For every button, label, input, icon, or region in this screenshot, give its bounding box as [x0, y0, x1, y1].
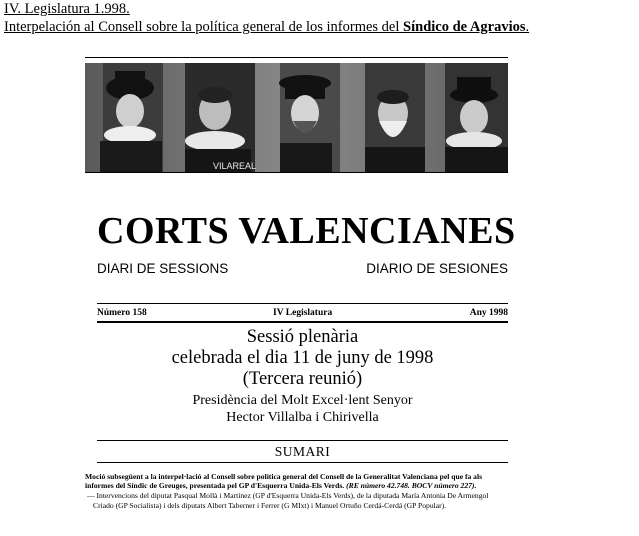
session-president: Hector Villalba i Chirivella [226, 410, 379, 425]
portrait-figure-4 [365, 63, 425, 172]
summary-rule-bottom [97, 462, 508, 463]
summary-interventions: — Intervencions del diputat Pasqual Mollà i Martínez (GP d'Esquerra Unida-Els Verds), de la diputada María Antonia De Armengol Criado (GP Socialista) i dels diputats Albert Taberner i Ferrer (G MIxt) i Manuel Ortuño Cerdá-Cerdá (GP Popular). [87, 491, 489, 510]
portrait-figure-3 [279, 63, 340, 172]
issue-legislature: IV Legislatura [273, 308, 333, 318]
session-block [97, 327, 508, 426]
masthead-subtitle-right: DIARIO DE SESIONES [366, 261, 508, 276]
portrait-banner [85, 63, 508, 172]
top-rule [85, 57, 508, 58]
session-presidency: Presidència del Molt Excel·lent Senyor [192, 393, 413, 408]
meta-rule-top [97, 303, 508, 304]
portrait-figure-1 [100, 63, 163, 172]
masthead-title: CORTS VALENCIANES [97, 210, 516, 252]
portrait-figure-5 [445, 63, 508, 172]
summary-motion: Moció subsegüent a la interpel·lació al Consell sobre política general del Consell de la Generalitat Valenciana pel que fa als informes del Síndic de Greuges, presentada pel GP d'Esquerra Unida-Els Verds. (RE número 42.748. BOCV número 227). [85, 472, 483, 491]
masthead-subtitle-left: DIARI DE SESSIONS [97, 261, 229, 276]
header-bold-term: Síndico de Agravios [403, 19, 526, 35]
issue-number: Número 158 [97, 308, 147, 318]
banner-rule [85, 172, 508, 173]
session-title: Sessió plenària [246, 327, 359, 347]
summary-rule-top [97, 440, 508, 441]
meta-rule-bottom [97, 321, 508, 323]
issue-year: Any 1998 [469, 308, 508, 318]
session-date: celebrada el dia 11 de juny de 1998 [171, 348, 434, 368]
banner-caption: VILAREAL [213, 161, 257, 171]
header-line-2: Interpelación al Consell sobre la política general de los informes del Síndico de Agravios. [4, 19, 530, 35]
header-line-1: IV. Legislatura 1.998. [4, 1, 130, 17]
summary-body [85, 472, 510, 510]
session-meeting: (Tercera reunió) [242, 369, 363, 389]
summary-heading: SUMARI [274, 444, 331, 459]
portrait-figure-2 [185, 63, 255, 172]
